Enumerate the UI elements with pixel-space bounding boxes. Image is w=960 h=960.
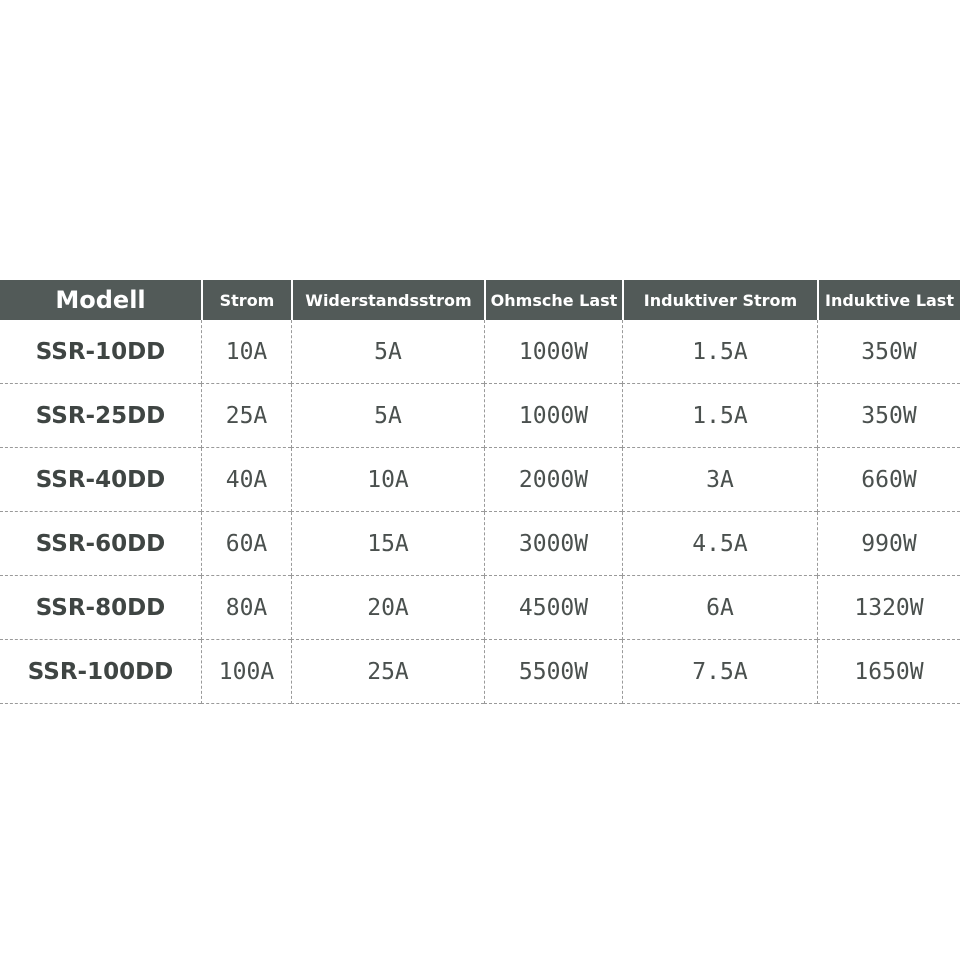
cell-modell: SSR-80DD <box>0 576 201 640</box>
cell-widerstandsstrom: 5A <box>291 384 484 448</box>
header-induktive-last: Induktive Last <box>817 280 960 320</box>
header-modell: Modell <box>0 280 201 320</box>
header-ohmsche-last: Ohmsche Last <box>484 280 622 320</box>
cell-ohmsche-last: 4500W <box>484 576 622 640</box>
header-widerstandsstrom: Widerstandsstrom <box>291 280 484 320</box>
cell-induktive-last: 990W <box>817 512 960 576</box>
cell-induktiver-strom: 1.5A <box>622 384 817 448</box>
cell-widerstandsstrom: 20A <box>291 576 484 640</box>
table-row <box>0 320 960 384</box>
table-row <box>0 384 960 448</box>
cell-induktive-last: 1650W <box>817 640 960 704</box>
cell-ohmsche-last: 2000W <box>484 448 622 512</box>
cell-strom: 100A <box>201 640 291 704</box>
table-row <box>0 640 960 704</box>
table-row <box>0 448 960 512</box>
header-induktiver-strom: Induktiver Strom <box>622 280 817 320</box>
cell-modell: SSR-40DD <box>0 448 201 512</box>
cell-modell: SSR-10DD <box>0 320 201 384</box>
table-header <box>0 280 960 320</box>
header-row <box>0 280 960 320</box>
cell-strom: 40A <box>201 448 291 512</box>
cell-strom: 80A <box>201 576 291 640</box>
cell-widerstandsstrom: 10A <box>291 448 484 512</box>
cell-ohmsche-last: 5500W <box>484 640 622 704</box>
cell-strom: 25A <box>201 384 291 448</box>
cell-strom: 60A <box>201 512 291 576</box>
table-body <box>0 320 960 704</box>
cell-modell: SSR-60DD <box>0 512 201 576</box>
table-row <box>0 576 960 640</box>
cell-widerstandsstrom: 5A <box>291 320 484 384</box>
cell-modell: SSR-25DD <box>0 384 201 448</box>
cell-ohmsche-last: 1000W <box>484 384 622 448</box>
spec-table <box>0 280 960 704</box>
table-row <box>0 512 960 576</box>
cell-induktiver-strom: 6A <box>622 576 817 640</box>
cell-strom: 10A <box>201 320 291 384</box>
cell-induktiver-strom: 1.5A <box>622 320 817 384</box>
cell-induktiver-strom: 3A <box>622 448 817 512</box>
cell-induktive-last: 660W <box>817 448 960 512</box>
cell-ohmsche-last: 3000W <box>484 512 622 576</box>
cell-induktiver-strom: 7.5A <box>622 640 817 704</box>
cell-induktive-last: 350W <box>817 320 960 384</box>
cell-induktive-last: 1320W <box>817 576 960 640</box>
cell-widerstandsstrom: 15A <box>291 512 484 576</box>
cell-induktiver-strom: 4.5A <box>622 512 817 576</box>
cell-widerstandsstrom: 25A <box>291 640 484 704</box>
header-strom: Strom <box>201 280 291 320</box>
cell-induktive-last: 350W <box>817 384 960 448</box>
cell-ohmsche-last: 1000W <box>484 320 622 384</box>
cell-modell: SSR-100DD <box>0 640 201 704</box>
